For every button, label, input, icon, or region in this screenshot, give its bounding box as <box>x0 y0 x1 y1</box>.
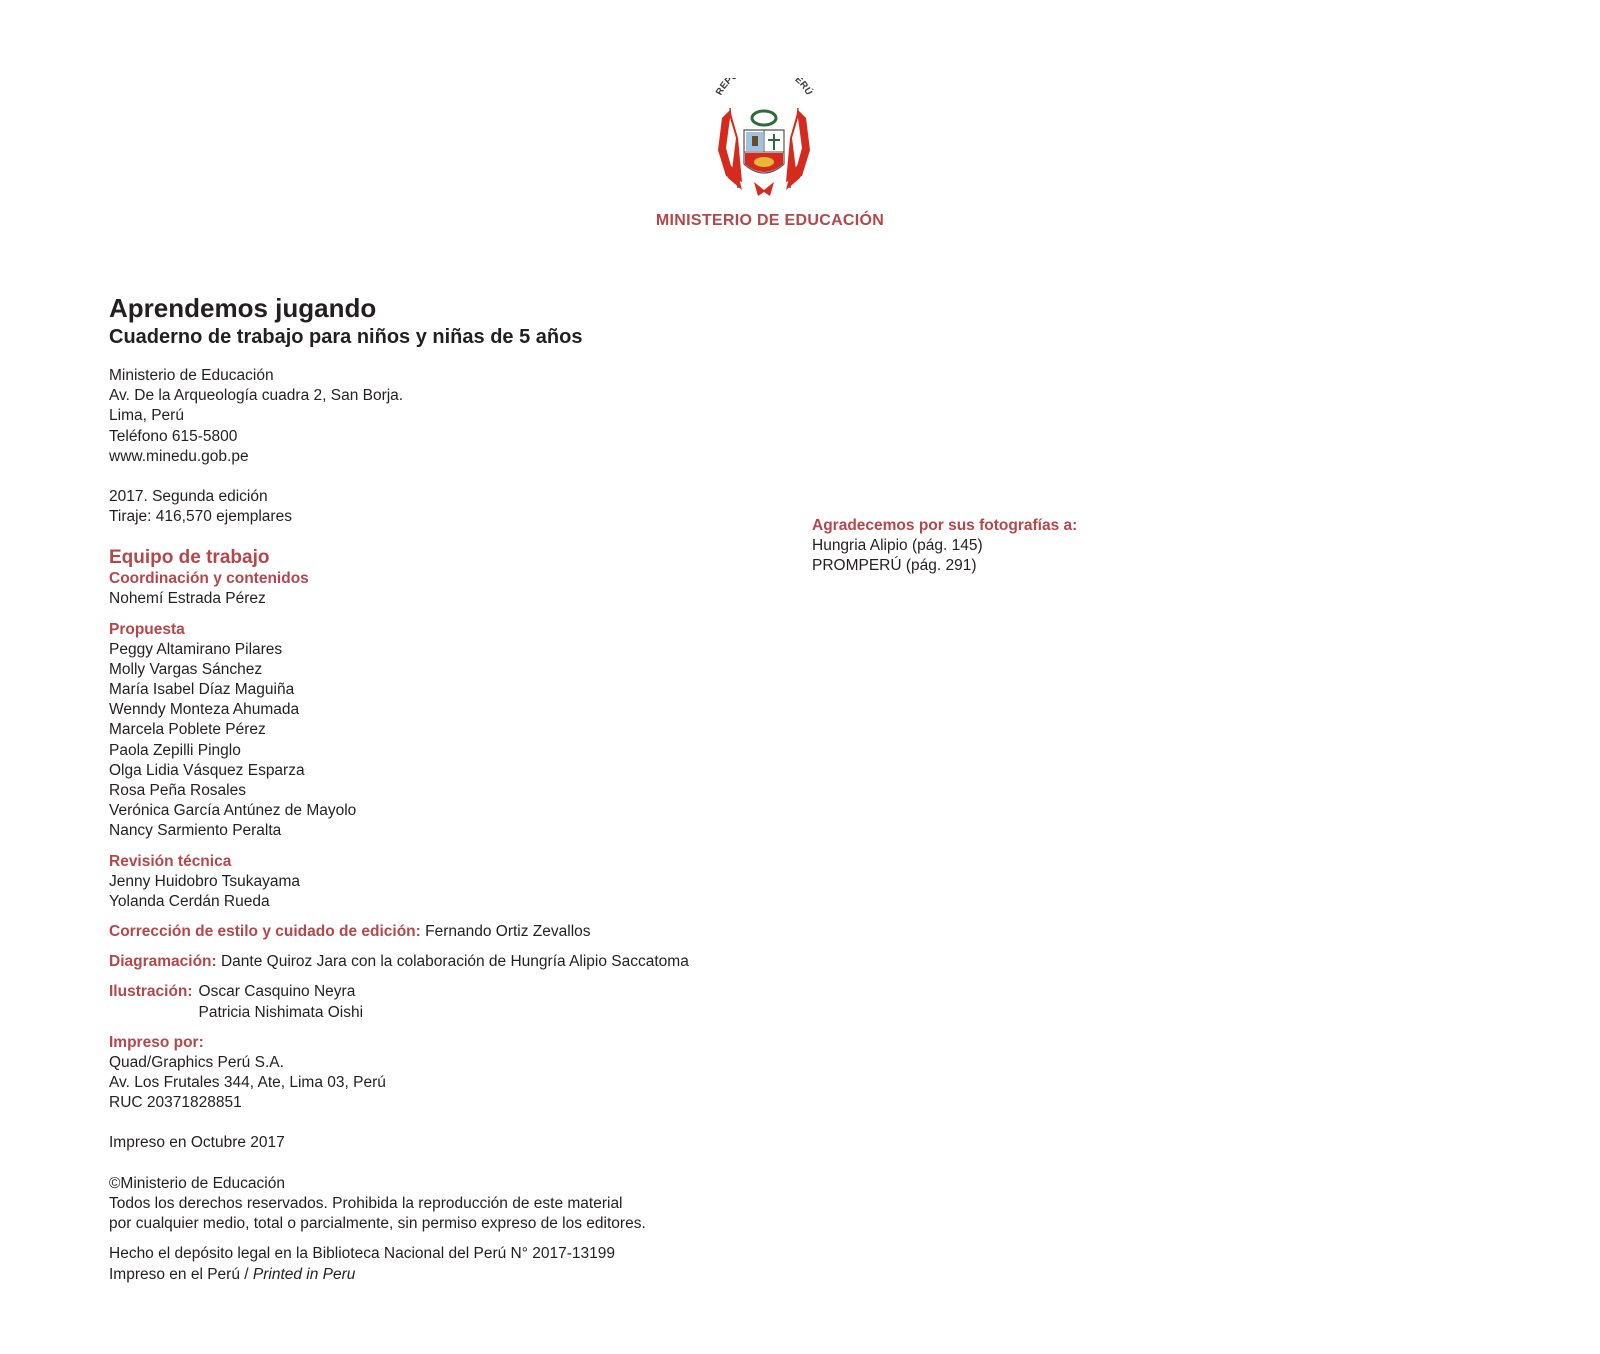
address-line: Teléfono 615-5800 <box>109 427 238 445</box>
technical-review-name: Jenny Huidobro Tsukayama <box>109 872 300 890</box>
proposal-name: Verónica García Antúnez de Mayolo <box>109 802 357 820</box>
technical-review-name: Yolanda Cerdán Rueda <box>109 892 270 910</box>
copyright-line: ©Ministerio de Educación <box>109 1174 285 1192</box>
coordination-label: Coordinación y contenidos <box>109 570 309 588</box>
team-coordination <box>109 547 789 609</box>
proposal-name: Rosa Peña Rosales <box>109 782 246 800</box>
ministry-header: MINISTERIO DE EDUCACIÓN <box>655 212 885 229</box>
printed-in-line <box>109 1265 789 1285</box>
edition-line: 2017. Segunda edición <box>109 488 268 506</box>
proposal-name: Nancy Sarmiento Peralta <box>109 822 282 840</box>
proposal-name: Olga Lidia Vásquez Esparza <box>109 761 305 779</box>
print-date-block <box>109 1133 789 1153</box>
printer-line: RUC 20371828851 <box>109 1094 242 1112</box>
proposal-name: Peggy Altamirano Pilares <box>109 640 283 658</box>
printer-line: Quad/Graphics Perú S.A. <box>109 1053 284 1071</box>
acknowledgement-line: PROMPERÚ (pág. 291) <box>812 557 977 575</box>
book-title: Aprendemos jugando <box>109 293 377 323</box>
credits-column <box>109 292 789 1295</box>
layout-name: Dante Quiroz Jara con la colaboración de Hungría Alipio Saccatoma <box>220 953 689 971</box>
team-illustration <box>109 982 789 1022</box>
proposal-name: Molly Vargas Sánchez <box>109 660 263 678</box>
proposal-label: Propuesta <box>109 620 185 638</box>
team-technical-review <box>109 852 789 912</box>
layout-label: Diagramación: <box>109 953 217 971</box>
printed-in-en: Printed in Peru <box>252 1265 356 1283</box>
style-correction-name: Fernando Ortiz Zevallos <box>425 923 591 941</box>
printed-in-es: Impreso en el Perú / <box>109 1265 253 1283</box>
legal-deposit: Hecho el depósito legal en la Biblioteca Nacional del Perú N° 2017-13199 <box>109 1245 615 1263</box>
copyright-line: por cualquier medio, total o parcialmente, sin permiso expreso de los editores. <box>109 1215 646 1233</box>
printer-line: Av. Los Frutales 344, Ate, Lima 03, Perú <box>109 1074 386 1092</box>
team-heading: Equipo de trabajo <box>109 547 270 569</box>
layout-line <box>109 952 789 972</box>
edition-info <box>109 487 789 527</box>
legal-block <box>109 1244 789 1284</box>
copyright-line: Todos los derechos reservados. Prohibida la reproducción de este material <box>109 1194 623 1212</box>
technical-review-label: Revisión técnica <box>109 852 232 870</box>
coordination-name: Nohemí Estrada Pérez <box>109 590 266 608</box>
proposal-name: Marcela Poblete Pérez <box>109 721 266 739</box>
print-run-line: Tiraje: 416,570 ejemplares <box>109 508 292 526</box>
address-line: Ministerio de Educación <box>109 367 274 384</box>
illustration-name: Oscar Casquino Neyra <box>198 983 356 1001</box>
copyright-block <box>109 1174 789 1235</box>
team-proposal <box>109 620 789 842</box>
peru-coat-of-arms-icon <box>708 78 820 202</box>
print-date: Impreso en Octubre 2017 <box>109 1134 285 1152</box>
website: www.minedu.gob.pe <box>109 447 249 465</box>
acknowledgements-label: Agradecemos por sus fotografías a: <box>812 517 1078 534</box>
address-line: Lima, Perú <box>109 407 184 425</box>
style-correction-label: Corrección de estilo y cuidado de edición: <box>109 923 421 941</box>
illustration-label: Ilustración: <box>109 983 193 1001</box>
style-correction-line <box>109 922 789 942</box>
illustration-name: Patricia Nishimata Oishi <box>198 1003 364 1021</box>
team-style-correction <box>109 922 789 942</box>
address-line: Av. De la Arqueología cuadra 2, San Borja. <box>109 387 404 405</box>
printer-label: Impreso por: <box>109 1033 204 1051</box>
acknowledgements <box>812 516 1312 576</box>
team-layout <box>109 952 789 972</box>
proposal-name: Wenndy Monteza Ahumada <box>109 701 300 719</box>
acknowledgement-line: Hungria Alipio (pág. 145) <box>812 537 983 554</box>
book-subtitle: Cuaderno de trabajo para niños y niñas de 5 años <box>109 326 583 348</box>
publisher-address <box>109 366 789 467</box>
illustration-names <box>199 982 364 1022</box>
svg-text:REPÚBLICA DEL PERÚ: REP ERÚ <box>713 78 815 98</box>
proposal-name: María Isabel Díaz Maguiña <box>109 681 295 699</box>
printer-info <box>109 1033 789 1114</box>
proposal-name: Paola Zepilli Pinglo <box>109 741 241 759</box>
